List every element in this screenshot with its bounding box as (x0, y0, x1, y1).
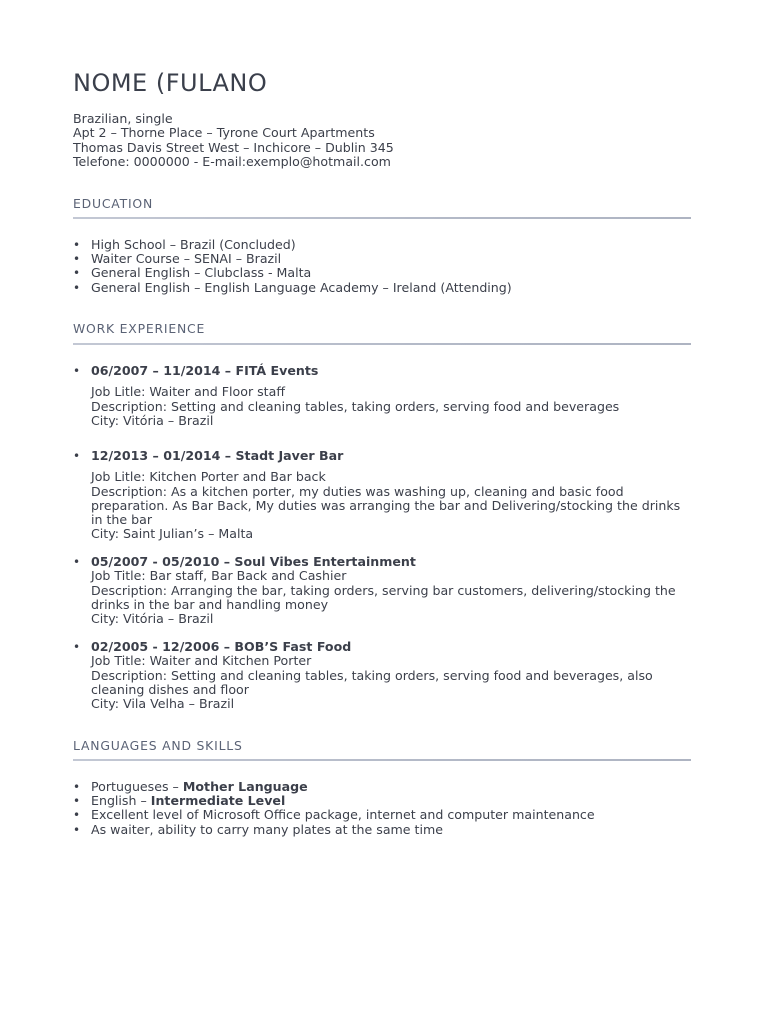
skills-heading: LANGUAGES AND SKILLS (73, 738, 243, 753)
job-entry (73, 364, 691, 428)
work-experience-heading: WORK EXPERIENCE (73, 321, 206, 336)
skill-item: • Portugueses – Mother Language (73, 779, 308, 794)
job-description: Description: Setting and cleaning tables, taking orders, serving food and beverages, also cleaning dishes and floor (91, 667, 653, 697)
job-title: Job Litle: Waiter and Floor staff (91, 384, 286, 400)
bullet-icon: • (73, 555, 81, 569)
contact-nationality: Brazilian, single (73, 111, 173, 126)
bullet-icon: • (73, 252, 81, 267)
job-city: City: Vila Velha – Brazil (91, 696, 235, 712)
bullet-icon: • (73, 280, 81, 295)
bullet-icon: • (73, 266, 81, 281)
contact-phone-email: Telefone: 0000000 - E-mail:exemplo@hotmail.com (73, 153, 391, 169)
job-entry (73, 449, 691, 542)
education-item: • Waiter Course – SENAI – Brazil (73, 251, 282, 267)
bullet-icon: • (73, 780, 81, 794)
job-title: Job Litle: Kitchen Porter and Bar back (91, 469, 326, 485)
education-item: • General English – English Language Academy – Ireland (Attending) (73, 279, 512, 295)
contact-address-line-1: Apt 2 – Thorne Place – Tyrone Court Apartments (73, 125, 375, 141)
job-description: Description: As a kitchen porter, my duties was washing up, cleaning and basic food preparation. As Bar Back, My duties was arranging the bar and Delivering/stocking the drinks in the bar (91, 483, 681, 528)
skills-list (73, 780, 691, 837)
job-entry (73, 640, 691, 711)
education-item: • High School – Brazil (Concluded) (73, 237, 296, 252)
skill-item: • Excellent level of Microsoft Office package, internet and computer maintenance (73, 807, 595, 823)
job-title: Job Title: Waiter and Kitchen Porter (91, 653, 312, 669)
job-description: Description: Setting and cleaning tables, taking orders, serving food and beverages (91, 398, 620, 414)
resume-name: NOME (FULANO (73, 69, 268, 97)
bullet-icon: • (73, 822, 81, 837)
job-description: Description: Arranging the bar, taking orders, serving bar customers, delivering/stocking the drinks in the bar and handling money (91, 582, 676, 612)
skill-item: • As waiter, ability to carry many plates at the same time (73, 821, 444, 837)
skill-item: • English – Intermediate Level (73, 793, 286, 809)
job-heading: 05/2007 - 05/2010 – Soul Vibes Entertainment (91, 554, 416, 569)
contact-address-line-2: Thomas Davis Street West – Inchicore – Dublin 345 (73, 139, 394, 155)
job-city: City: Vitória – Brazil (91, 611, 214, 627)
job-heading: 06/2007 – 11/2014 – FITÁ Events (91, 363, 319, 378)
job-entry (73, 555, 691, 626)
bullet-icon: • (73, 808, 81, 823)
contact-block (73, 112, 394, 169)
education-divider (73, 217, 691, 219)
work-experience-divider (73, 343, 691, 345)
bullet-icon: • (73, 794, 81, 809)
bullet-icon: • (73, 364, 81, 378)
job-city: City: Saint Julian’s – Malta (91, 526, 254, 542)
education-list (73, 238, 691, 295)
skills-divider (73, 759, 691, 761)
job-city: City: Vitória – Brazil (91, 412, 214, 428)
job-heading: 12/2013 – 01/2014 – Stadt Javer Bar (91, 448, 344, 463)
job-heading: 02/2005 - 12/2006 – BOB’S Fast Food (91, 639, 352, 654)
bullet-icon: • (73, 238, 81, 252)
bullet-icon: • (73, 640, 81, 654)
job-title: Job Title: Bar staff, Bar Back and Cashier (91, 568, 347, 584)
bullet-icon: • (73, 449, 81, 463)
education-heading: EDUCATION (73, 196, 154, 211)
education-item: • General English – Clubclass - Malta (73, 265, 312, 281)
